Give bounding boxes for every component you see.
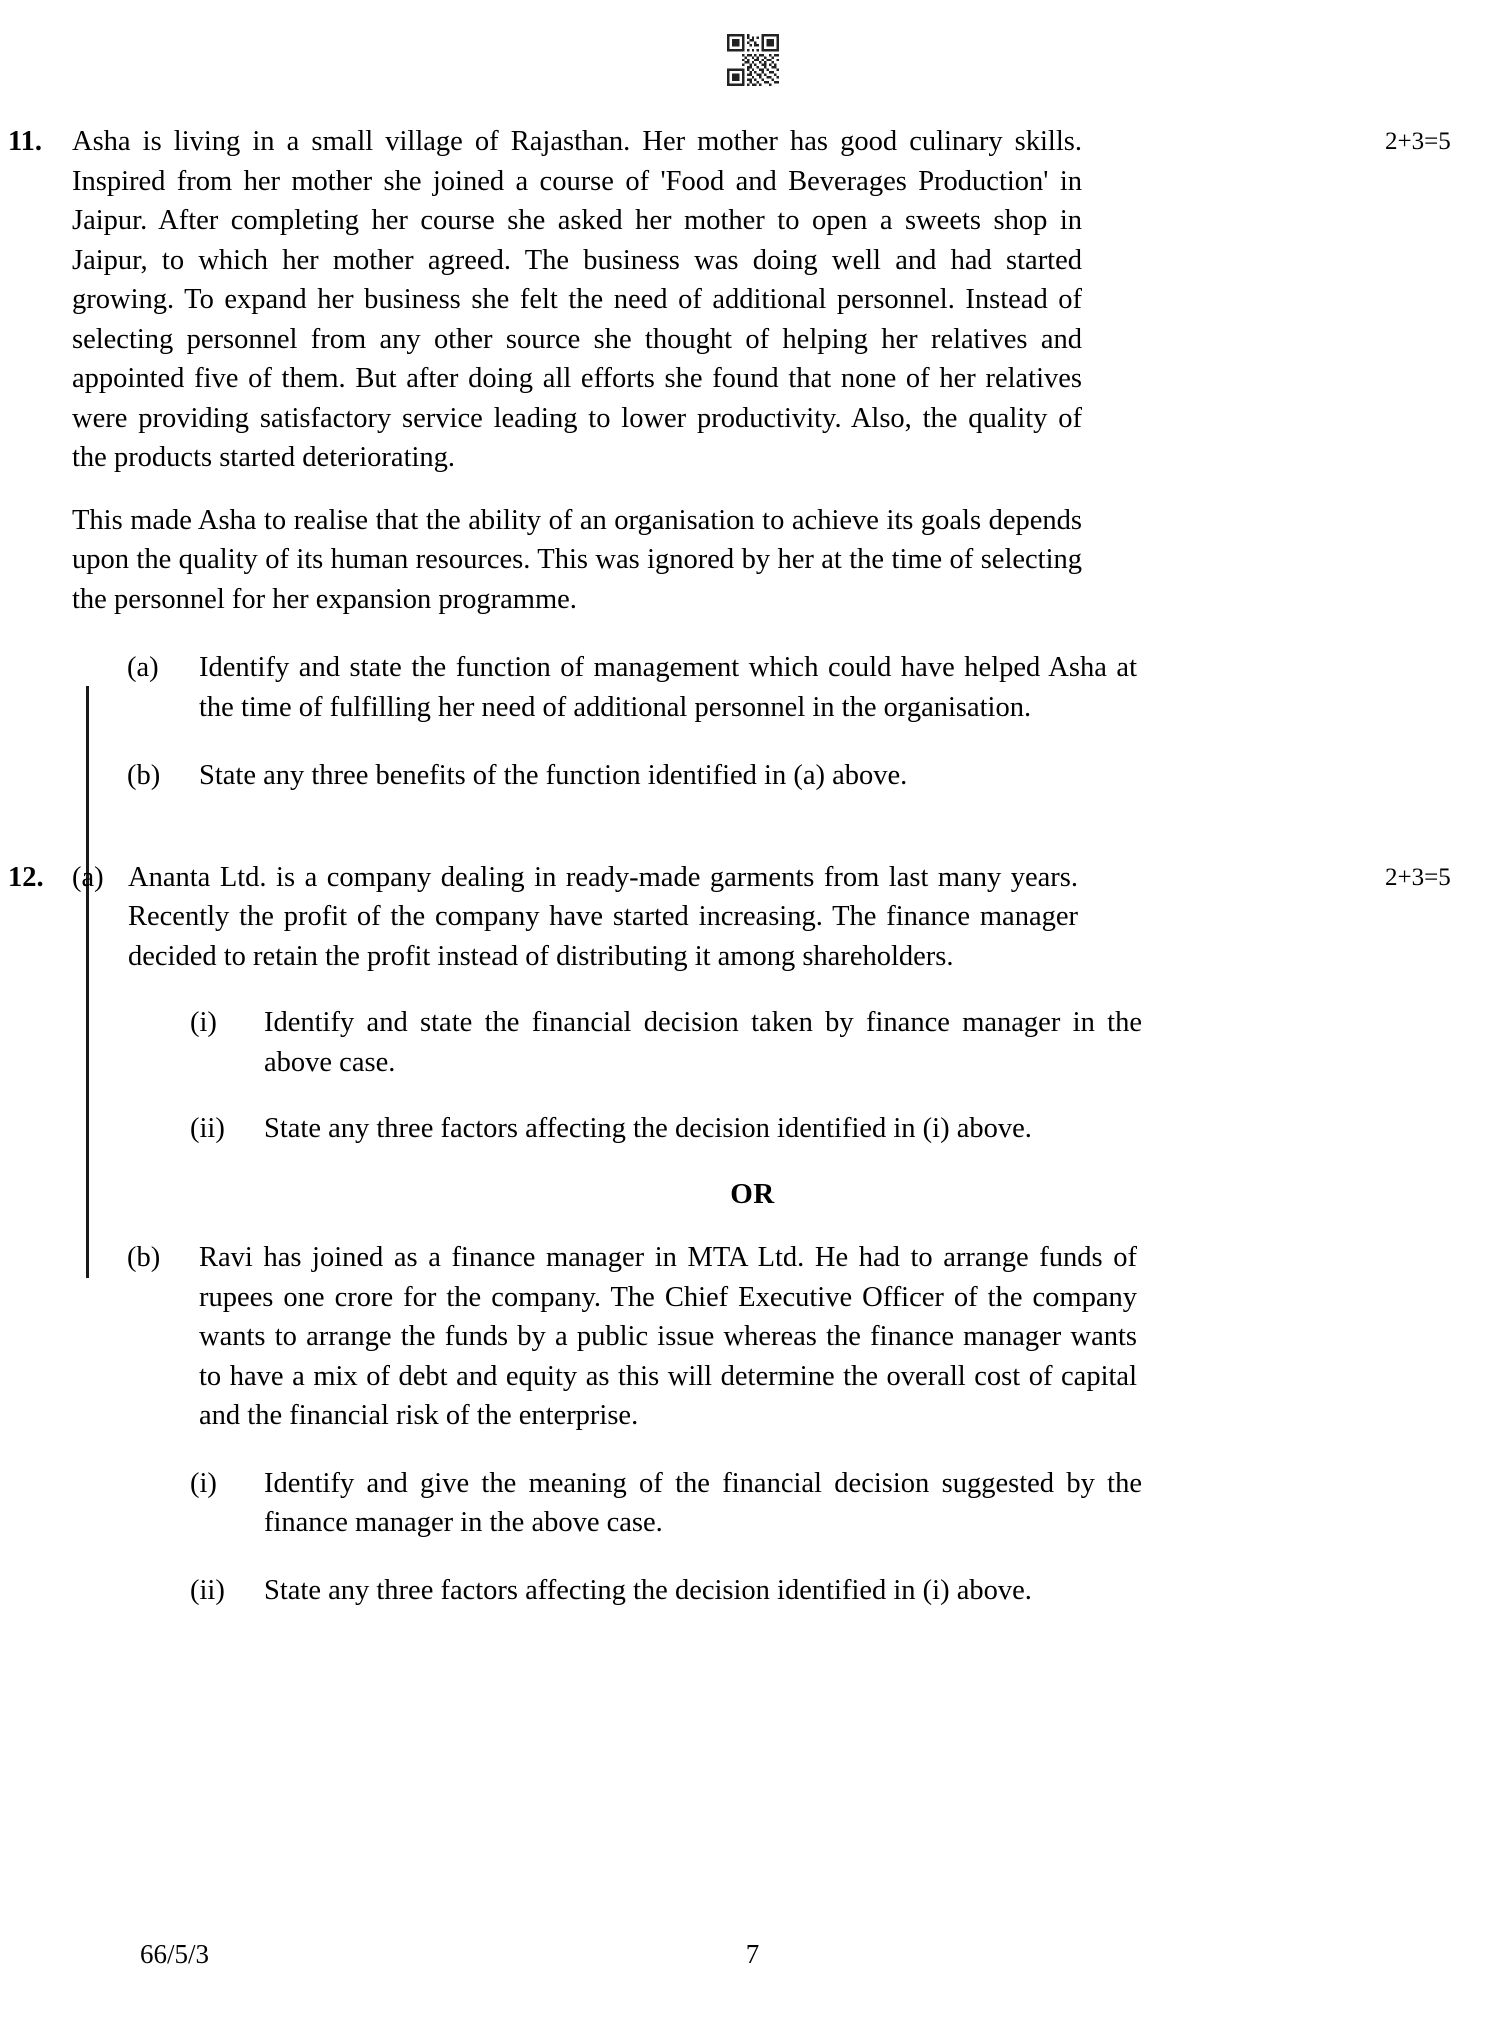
question-12a-item-i-text: Identify and state the financial decision taken by finance manager in the above case. (264, 1007, 1142, 1078)
question-12a-item-i-label: (i) (190, 1007, 217, 1038)
question-12-part-b-label: (b) (127, 1242, 161, 1273)
question-11-part-b-label: (b) (127, 760, 161, 791)
question-12b-item-i (0, 1464, 1505, 1543)
question-12-number: 12. (8, 861, 44, 893)
question-12b-item-ii (0, 1571, 1505, 1611)
question-12b-item-i-label: (i) (190, 1467, 217, 1499)
question-11-paragraph-1: Asha is living in a small village of Rajasthan. Her mother has good culinary skills. Inspired from her mother she joined a course of 'Food and Beverages Production' in Jaipur. After completing her course she asked her mother to open a sweets shop in Jaipur, to which her mother agreed. The business was doing well and had started growing. To expand her business she felt the need of additional personnel. Instead of selecting personnel from any other source she thought of helping her relatives and appointed five of them. But after doing all efforts she found that none of her relatives were providing satisfactory service leading to lower productivity. Also, the quality of the products started deteriorating. (72, 126, 1082, 473)
question-11-part-a-label: (a) (127, 652, 159, 683)
question-12b-item-ii-text: State any three factors affecting the decision identified in (i) above. (264, 1574, 1032, 1606)
or-divider: OR (730, 1177, 775, 1210)
question-11-paragraph-2: This made Asha to realise that the ability of an organisation to achieve its goals depends upon the quality of its human resources. This was ignored by her at the time of selecting the personnel for her expansion programme. (72, 504, 1082, 615)
question-11-part-b (0, 756, 1505, 796)
question-12a-item-ii (0, 1109, 1505, 1149)
question-12b-item-i-text: Identify and give the meaning of the financial decision suggested by the finance manager in the above case. (264, 1467, 1142, 1538)
question-12-part-b (0, 1238, 1505, 1436)
question-11 (0, 122, 1505, 619)
question-12b-item-ii-label: (ii) (190, 1574, 225, 1606)
question-12-part-b-text: Ravi has joined as a finance manager in MTA Ltd. He had to arrange funds of rupees one crore for the company. The Chief Executive Officer of the company wants to arrange the funds by a public issue whereas the finance manager wants to have a mix of debt and equity as this will determine the overall cost of capital and the financial risk of the enterprise. (199, 1242, 1137, 1431)
question-12 (0, 858, 1505, 977)
question-12-part-a-label: (a) (72, 861, 104, 893)
question-12a-item-ii-text: State any three factors affecting the decision identified in (i) above. (264, 1113, 1032, 1144)
question-11-part-b-text: State any three benefits of the function identified in (a) above. (199, 760, 908, 791)
question-12-marks: 2+3=5 (1385, 863, 1451, 891)
page-number: 7 (745, 1939, 760, 1969)
question-11-part-a-text: Identify and state the function of management which could have helped Asha at the time of fulfilling her need of additional personnel in the organisation. (199, 652, 1137, 723)
paper-code: 66/5/3 (140, 1939, 210, 1969)
page-footer (0, 1934, 1505, 1974)
question-11-marks: 2+3=5 (1385, 128, 1451, 155)
question-12a-item-ii-label: (ii) (190, 1113, 225, 1144)
question-12a-item-i (0, 1003, 1505, 1082)
question-11-body (72, 122, 1082, 619)
question-12-part-a-text: Ananta Ltd. is a company dealing in ready-made garments from last many years. Recently the profit of the company have started increasing. The finance manager decided to retain the profit instead of distributing it among shareholders. (128, 861, 1078, 972)
question-11-number: 11. (8, 126, 43, 157)
question-11-part-a (0, 648, 1505, 727)
